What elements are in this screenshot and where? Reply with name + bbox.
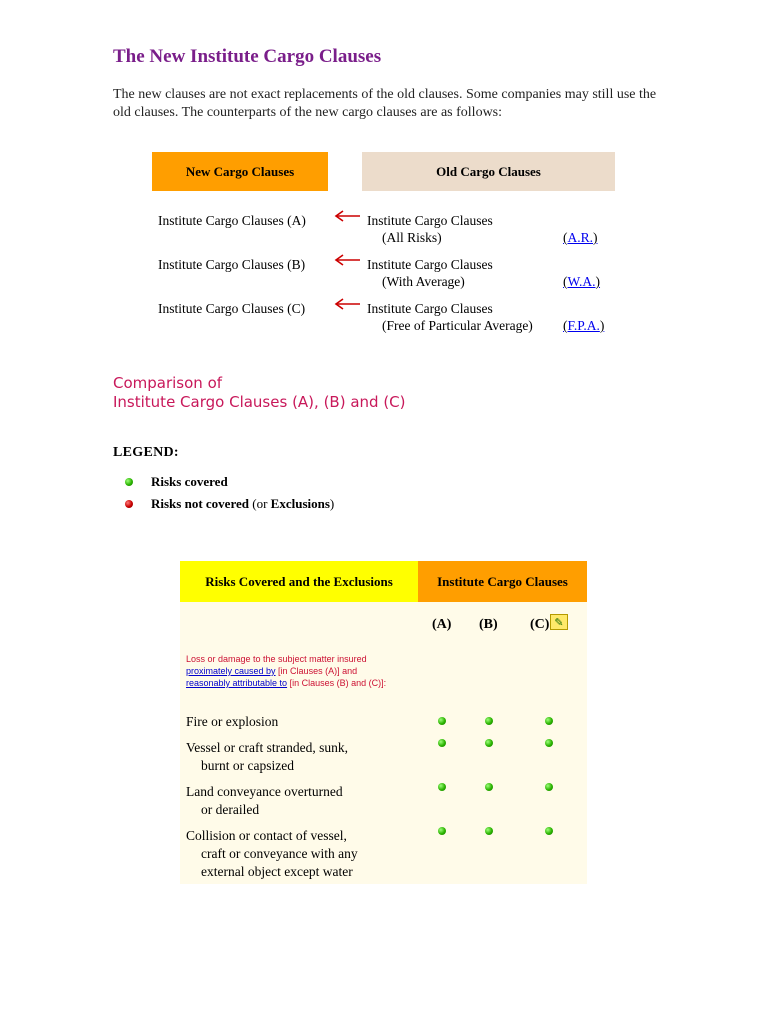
red-dot-icon (125, 500, 133, 508)
reasonably-attributable-link[interactable]: reasonably attributable to (186, 678, 288, 688)
comparison-heading-line1: Comparison of (113, 374, 223, 392)
risk-row-land: Land conveyance overturned or derailed (186, 784, 343, 817)
legend-item-not-covered (125, 496, 334, 512)
covered-dot-icon (485, 783, 493, 791)
comparison-heading (113, 374, 406, 412)
risk-row-collision: Collision or contact of vessel, craft or conveyance with any external object except water (186, 828, 358, 879)
left-arrow-icon (333, 297, 361, 311)
old-clause-label: Institute Cargo Clauses (367, 213, 493, 228)
covered-dot-icon (545, 827, 553, 835)
covered-dot-icon (545, 783, 553, 791)
clause-mapping-row (0, 257, 768, 297)
covered-dot-icon (485, 739, 493, 747)
legend-exclusions-label: Exclusions (270, 496, 330, 511)
risk-row-vessel: Vessel or craft stranded, sunk, burnt or capsized (186, 740, 348, 773)
column-a-header: (A) (432, 617, 452, 632)
proximately-caused-link[interactable]: proximately caused by (186, 666, 276, 676)
old-clause-subtitle: (All Risks) (382, 230, 442, 245)
covered-dot-icon (485, 717, 493, 725)
legend-not-covered-label: Risks not covered (151, 496, 249, 511)
left-arrow-icon (333, 253, 361, 267)
risks-header: Risks Covered and the Exclusions (180, 561, 418, 602)
new-clause-label: Institute Cargo Clauses (B) (158, 257, 306, 272)
legend-close-paren: ) (329, 496, 335, 511)
clause-mapping-row (0, 213, 768, 253)
old-cargo-clauses-header: Old Cargo Clauses (362, 152, 615, 191)
covered-dot-icon (438, 739, 446, 747)
covered-dot-icon (438, 717, 446, 725)
old-clause-subtitle: (Free of Particular Average) (382, 318, 533, 333)
risk-row-fire: Fire or explosion (186, 714, 279, 729)
coverage-note: Loss or damage to the subject matter insured proximately caused by [in Clauses (A)] and reasonably attributable to [in Clauses (B) and (C)]: (186, 654, 387, 688)
abbr-link-fpa[interactable]: (F.P.A.) (563, 318, 605, 333)
legend-covered-label: Risks covered (151, 474, 228, 489)
new-clause-label: Institute Cargo Clauses (A) (158, 213, 306, 228)
covered-dot-icon (438, 783, 446, 791)
covered-dot-icon (485, 827, 493, 835)
green-dot-icon (125, 478, 133, 486)
note-tag-icon[interactable]: ✎ (550, 614, 568, 630)
old-clause-label: Institute Cargo Clauses (367, 257, 493, 272)
abbr-link-ar[interactable]: (A.R.) (563, 230, 598, 245)
legend-or-text: (or (252, 496, 271, 511)
new-cargo-clauses-header: New Cargo Clauses (152, 152, 328, 191)
covered-dot-icon (545, 717, 553, 725)
comparison-heading-line2: Institute Cargo Clauses (A), (B) and (C) (113, 393, 406, 411)
column-b-header: (B) (479, 617, 498, 632)
new-clause-label: Institute Cargo Clauses (C) (158, 301, 306, 316)
institute-clauses-header: Institute Cargo Clauses (418, 561, 587, 602)
legend-title: LEGEND: (113, 445, 179, 460)
left-arrow-icon (333, 209, 361, 223)
old-clause-subtitle: (With Average) (382, 274, 465, 289)
column-c-header: (C) (530, 617, 550, 632)
covered-dot-icon (438, 827, 446, 835)
old-clause-label: Institute Cargo Clauses (367, 301, 493, 316)
intro-paragraph: The new clauses are not exact replacements of the old clauses. Some companies may still use the old clauses. The counterparts of the new cargo clauses are as follows: (113, 87, 657, 120)
page-title: The New Institute Cargo Clauses (113, 46, 382, 67)
covered-dot-icon (545, 739, 553, 747)
abbr-link-wa[interactable]: (W.A.) (563, 274, 601, 289)
clause-mapping-row (0, 301, 768, 341)
legend-item-covered (125, 474, 228, 490)
